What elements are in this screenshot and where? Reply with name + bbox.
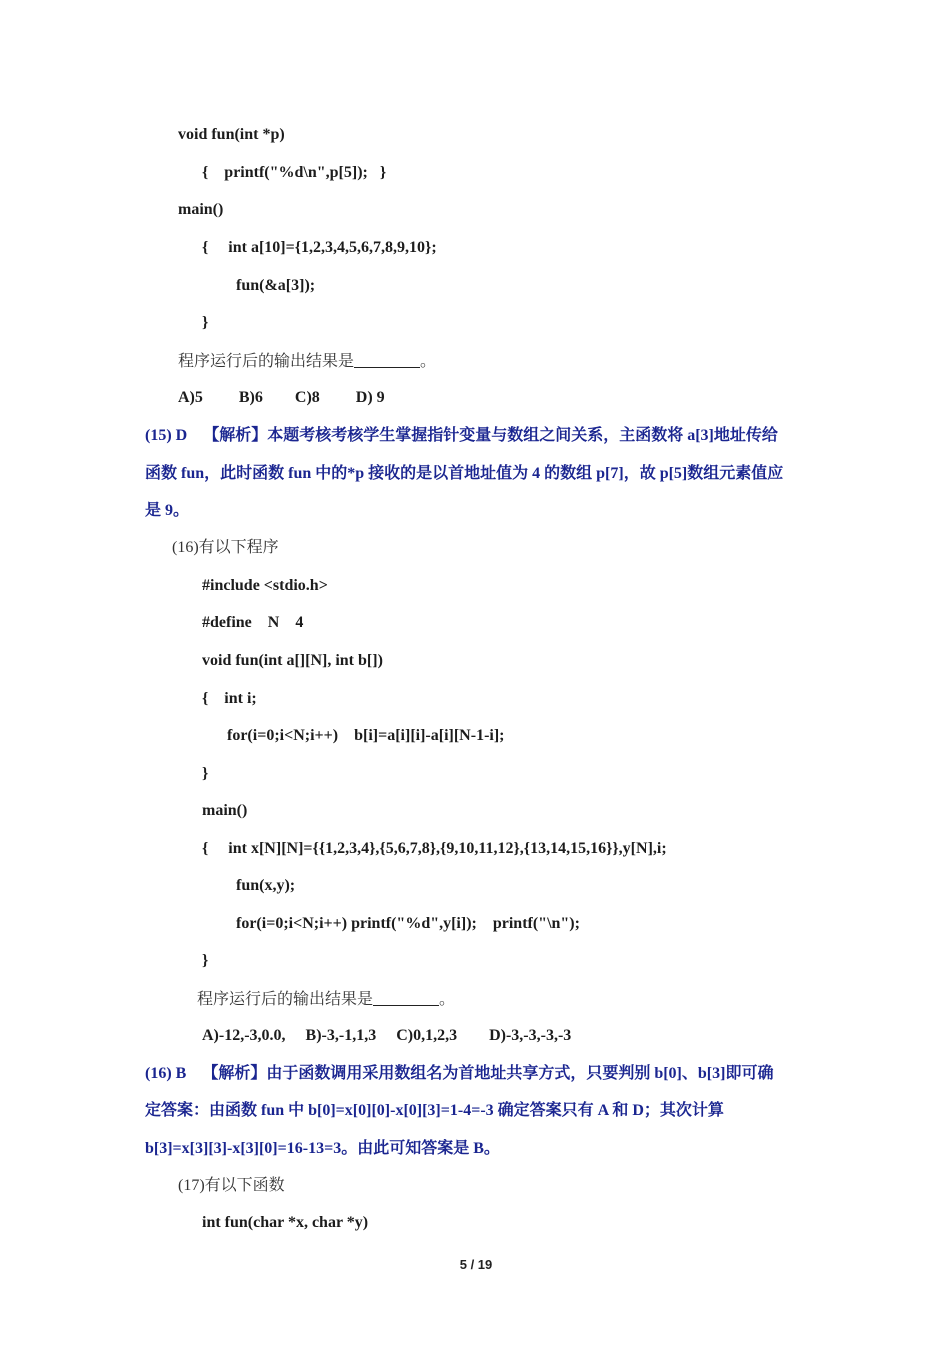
answer-options: A)5 B)6 C)8 D) 9: [178, 389, 385, 406]
code-line: void fun(int a[][N], int b[]): [202, 652, 383, 669]
code-line: main(): [202, 802, 248, 819]
answer-explanation: b[3]=x[3][3]-x[3][0]=16-13=3。由此可知答案是 B。: [145, 1140, 500, 1157]
answer-explanation: 定答案：由函数 fun 中 b[0]=x[0][0]-x[0][3]=1-4=-3 确定答案只有 A 和 D；其次计算: [145, 1102, 724, 1119]
code-line: fun(&a[3]);: [236, 277, 316, 294]
answer-explanation: (16) B 【解析】由于函数调用采用数组名为首地址共享方式，只要判别 b[0]、b[3]即可确: [145, 1065, 774, 1082]
answer-blank: [354, 351, 420, 368]
code-line: }: [202, 314, 209, 331]
code-line: { int a[10]={1,2,3,4,5,6,7,8,9,10};: [202, 239, 437, 256]
question-prompt: 程序运行后的输出结果是 。: [197, 991, 456, 1008]
answer-explanation: 函数 fun，此时函数 fun 中的*p 接收的是以首地址值为 4 的数组 p[7]，故 p[5]数组元素值应: [145, 465, 784, 482]
answer-options: A)-12,-3,0.0, B)-3,-1,1,3 C)0,1,2,3 D)-3,-3,-3,-3: [202, 1027, 572, 1044]
answer-blank: [373, 989, 439, 1006]
code-line: }: [202, 952, 209, 969]
code-line: #include <stdio.h>: [202, 577, 328, 594]
code-line: fun(x,y);: [236, 877, 296, 894]
page-number: 5 / 19: [459, 1257, 493, 1272]
code-line: }: [202, 765, 209, 782]
answer-explanation: (15) D 【解析】本题考核考核学生掌握指针变量与数组之间关系，主函数将 a[3]地址传给: [145, 427, 778, 444]
question-title: (16)有以下程序: [172, 539, 279, 556]
code-line: { printf("%d\n",p[5]); }: [202, 164, 387, 181]
code-line: main(): [178, 201, 224, 218]
question-title: (17)有以下函数: [178, 1177, 285, 1194]
code-line: for(i=0;i<N;i++) printf("%d",y[i]); printf("\n");: [236, 915, 580, 932]
answer-explanation: 是 9。: [145, 502, 190, 519]
code-line: void fun(int *p): [178, 126, 285, 143]
code-line: int fun(char *x, char *y): [202, 1214, 369, 1231]
question-prompt: 程序运行后的输出结果是 。: [178, 353, 437, 370]
code-line: for(i=0;i<N;i++) b[i]=a[i][i]-a[i][N-1-i];: [227, 727, 505, 744]
code-line: { int i;: [202, 690, 257, 707]
code-line: { int x[N][N]={{1,2,3,4},{5,6,7,8},{9,10,11,12},{13,14,15,16}},y[N],i;: [202, 840, 667, 857]
code-line: #define N 4: [202, 614, 304, 631]
